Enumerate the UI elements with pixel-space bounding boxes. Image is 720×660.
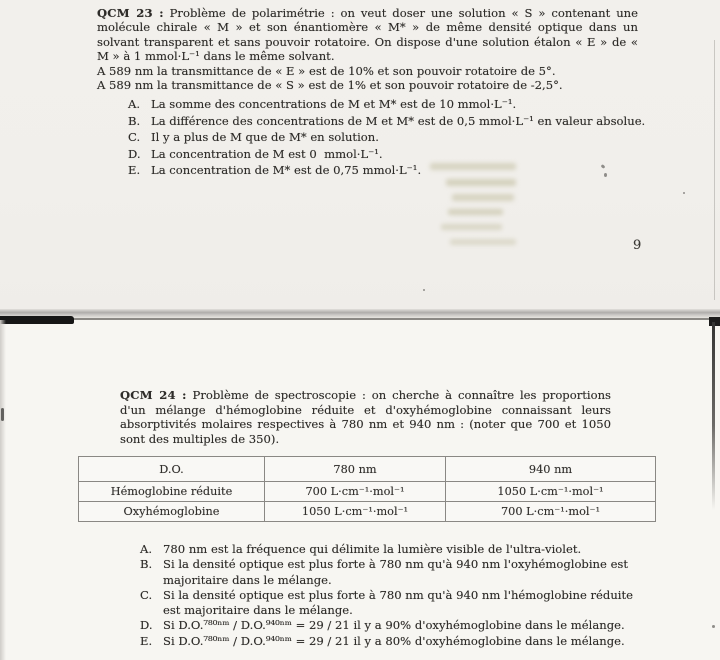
qcm23-heading: QCM 23 : [97, 6, 164, 20]
table-cell: 700 L·cm⁻¹·mol⁻¹ [265, 482, 446, 502]
qcm24-option-c [140, 588, 645, 619]
option-text: 780 nm est la fréquence qui délimite la lumière visible de l'ultra-violet. [163, 542, 582, 556]
option-text: La somme des concentrations de M et M* est de 10 mmol·L⁻¹. [151, 97, 517, 112]
option-text: Si la densité optique est plus forte à 780 nm qu'à 940 nm l'oxyhémoglobine est majoritaire dans le mélange. [163, 557, 629, 587]
bleedthrough-smudge [450, 239, 516, 245]
option-letter: C. [128, 130, 141, 145]
page-edge-shadow [0, 309, 720, 318]
table-cell: Hémoglobine réduite [79, 482, 265, 502]
scan-speck [423, 289, 425, 291]
table-cell: 1050 L·cm⁻¹·mol⁻¹ [446, 482, 656, 502]
qcm24-block [120, 388, 611, 446]
option-letter: D. [128, 146, 141, 161]
option-text: Si D.O.⁷⁸⁰ⁿᵐ / D.O.⁹⁴⁰ⁿᵐ = 29 / 21 il y a 90% d'oxyhémoglobine dans le mélange. [163, 618, 625, 633]
option-letter: A. [128, 97, 141, 112]
qcm24-option-e [140, 634, 645, 649]
scan-artifact-dash [1, 408, 4, 421]
absorptivity-table [78, 456, 656, 522]
exam-page-top [0, 0, 720, 311]
qcm23-block [97, 6, 646, 178]
bleedthrough-smudge [448, 209, 503, 215]
exam-page-bottom [0, 318, 720, 660]
page-edge-line [714, 40, 715, 300]
scan-artifact-corner-bar [0, 316, 74, 324]
option-letter: A. [140, 542, 153, 556]
qcm23-option-c [128, 129, 638, 145]
option-text: La différence des concentrations de M et M* est de 0,5 mmol·L⁻¹ en valeur absolue. [151, 113, 646, 128]
qcm23-option-e [128, 162, 638, 178]
qcm23-intro-text: Problème de polarimétrie : on veut doser une solution « S » contenant une molécule chirale « M » et son énantiomère « M* » de même densité optique dans un solvant transparent et sans pouvoir rotatoire. On dispose d'une solution étalon « E » de « M » à 1 mmol·L⁻¹ dans le même solvant. [97, 6, 639, 64]
option-text: Il y a plus de M que de M* en solution. [151, 130, 379, 145]
table-header-780: 780 nm [265, 457, 446, 482]
option-letter: B. [128, 113, 141, 128]
table-cell: Oxyhémoglobine [79, 502, 265, 522]
qcm24-intro [120, 388, 611, 446]
bleedthrough-smudge [452, 194, 514, 201]
table-cell: 700 L·cm⁻¹·mol⁻¹ [446, 502, 656, 522]
option-letter: E. [140, 633, 153, 648]
qcm24-heading: QCM 24 : [120, 388, 187, 402]
table-header-row [79, 457, 656, 482]
qcm23-options [97, 96, 646, 178]
option-text: Si la densité optique est plus forte à 780 nm qu'à 940 nm l'hémoglobine réduite est majoritaire dans le mélange. [163, 587, 634, 618]
qcm24-option-b [140, 557, 645, 588]
option-letter: E. [128, 163, 141, 178]
qcm24-option-d [140, 618, 645, 633]
option-letter: D. [140, 618, 153, 633]
page-edge-line [712, 322, 715, 510]
table-row [79, 502, 656, 522]
option-letter: C. [140, 587, 153, 602]
scan-speck [712, 625, 715, 628]
qcm23-option-a [128, 96, 638, 112]
page-edge-shadow [0, 320, 6, 660]
option-letter: B. [140, 557, 153, 572]
qcm24-intro-text: Problème de spectroscopie : on cherche à connaître les proportions d'un mélange d'hémoglobine réduite et d'oxyhémoglobine connaissant leurs absorptivités molaires respectives à 780 nm et 940 nm : (noter que 700 et 1050 sont des multiples de 350). [120, 388, 611, 446]
qcm23-statement-e: A 589 nm la transmittance de « E » est de 10% et son pouvoir rotatoire de 5°. [97, 63, 556, 78]
option-text: Si D.O.⁷⁸⁰ⁿᵐ / D.O.⁹⁴⁰ⁿᵐ = 29 / 21 il y a 80% d'oxyhémoglobine dans le mélange. [163, 633, 625, 648]
qcm23-option-d [128, 146, 638, 162]
table-header-do: D.O. [79, 457, 265, 482]
bleedthrough-smudge [441, 224, 502, 230]
table-header-940: 940 nm [446, 457, 656, 482]
qcm24-option-a [140, 542, 645, 557]
qcm23-intro [97, 6, 638, 64]
scan-speck [683, 192, 685, 194]
bleedthrough-smudge [430, 163, 516, 170]
option-text: La concentration de M est 0 mmol·L⁻¹. [151, 146, 383, 161]
table-cell: 1050 L·cm⁻¹·mol⁻¹ [265, 502, 446, 522]
option-text: La concentration de M* est de 0,75 mmol·L⁻¹. [151, 163, 422, 178]
qcm23-option-b [128, 113, 646, 129]
page-number: 9 [633, 238, 642, 253]
table-row [79, 482, 656, 502]
qcm24-options [140, 542, 645, 649]
scan-speck [604, 173, 607, 177]
bleedthrough-smudge [446, 179, 516, 186]
qcm23-statement-s: A 589 nm la transmittance de « S » est de 1% et son pouvoir rotatoire de -2,5°. [97, 78, 563, 93]
